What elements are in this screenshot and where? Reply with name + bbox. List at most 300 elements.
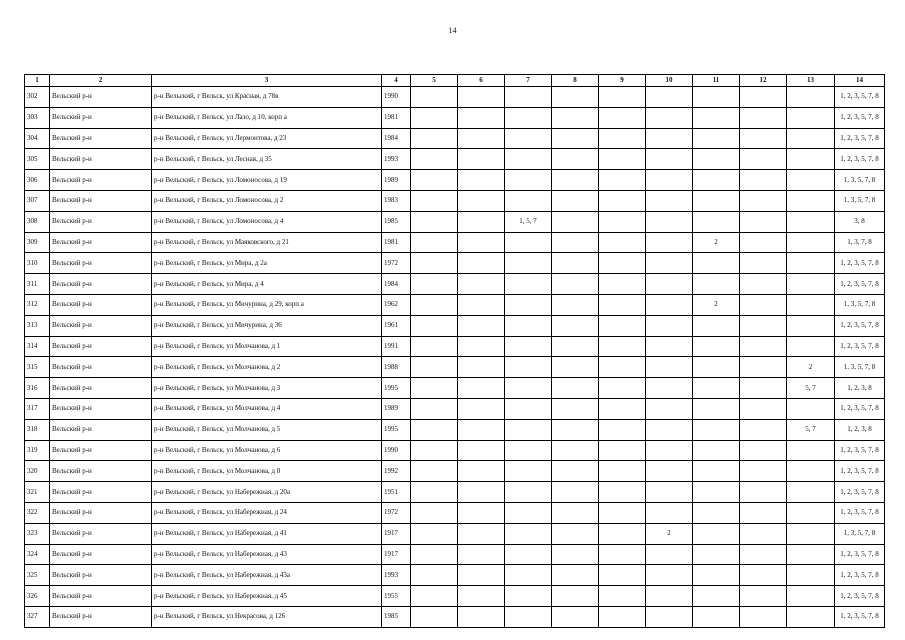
table-row <box>25 378 885 399</box>
table-cell: р-н Вельский, г Вельск, ул Набережная, д 43а <box>152 565 382 586</box>
column-header: 2 <box>50 75 152 87</box>
table-cell <box>787 211 835 232</box>
column-header: 5 <box>411 75 458 87</box>
column-header: 4 <box>382 75 411 87</box>
table-cell <box>552 211 599 232</box>
table-cell <box>740 398 787 419</box>
table-cell <box>693 502 740 523</box>
table-cell: Вельский р-н <box>50 544 152 565</box>
table-cell: 1, 2, 3, 5, 7, 8 <box>835 253 885 274</box>
table-cell: 314 <box>25 336 50 357</box>
table-cell <box>599 419 646 440</box>
table-cell: 306 <box>25 170 50 191</box>
table-cell <box>740 190 787 211</box>
table-cell <box>458 294 505 315</box>
table-cell: 2 <box>646 523 693 544</box>
table-cell: 2 <box>787 357 835 378</box>
table-row <box>25 294 885 315</box>
table-cell <box>646 482 693 503</box>
table-cell: 312 <box>25 294 50 315</box>
table-cell <box>740 440 787 461</box>
table-cell <box>505 482 552 503</box>
table-cell <box>552 274 599 295</box>
table-cell: 321 <box>25 482 50 503</box>
table-cell <box>740 565 787 586</box>
table-cell: 1, 3, 5, 7, 8 <box>835 357 885 378</box>
table-cell <box>505 606 552 627</box>
table-cell <box>787 336 835 357</box>
table-cell <box>740 170 787 191</box>
table-cell: 316 <box>25 378 50 399</box>
table-cell: 320 <box>25 461 50 482</box>
table-cell: Вельский р-н <box>50 398 152 419</box>
table-cell <box>505 419 552 440</box>
table-cell <box>740 87 787 108</box>
table-cell <box>599 149 646 170</box>
table-cell <box>646 87 693 108</box>
table-cell: 1993 <box>382 565 411 586</box>
table-cell <box>740 128 787 149</box>
table-cell: 1995 <box>382 419 411 440</box>
table-cell <box>646 294 693 315</box>
table-cell <box>740 378 787 399</box>
table-cell <box>411 357 458 378</box>
table-row <box>25 149 885 170</box>
table-row <box>25 606 885 627</box>
table-cell <box>552 170 599 191</box>
table-row <box>25 357 885 378</box>
table-row <box>25 87 885 108</box>
table-cell <box>599 170 646 191</box>
table-cell <box>458 482 505 503</box>
table-cell: Вельский р-н <box>50 357 152 378</box>
table-cell <box>693 170 740 191</box>
table-cell <box>505 128 552 149</box>
table-cell <box>693 357 740 378</box>
table-cell <box>740 523 787 544</box>
table-cell: Вельский р-н <box>50 149 152 170</box>
table-cell: Вельский р-н <box>50 315 152 336</box>
table-cell: р-н Вельский, г Вельск, ул Молчанова, д 8 <box>152 461 382 482</box>
table-cell <box>458 128 505 149</box>
table-row <box>25 315 885 336</box>
page-number: 14 <box>448 26 457 35</box>
table-cell: р-н Вельский, г Вельск, ул Лесная, д 35 <box>152 149 382 170</box>
table-cell: Вельский р-н <box>50 523 152 544</box>
table-cell <box>599 107 646 128</box>
table-cell: р-н Вельский, г Вельск, ул Молчанова, д 6 <box>152 440 382 461</box>
table-cell: 1951 <box>382 482 411 503</box>
table-row <box>25 398 885 419</box>
table-cell <box>552 149 599 170</box>
table-cell: 1, 2, 3, 5, 7, 8 <box>835 149 885 170</box>
table-cell <box>693 378 740 399</box>
table-cell: 1983 <box>382 190 411 211</box>
column-header: 7 <box>505 75 552 87</box>
table-cell: р-н Вельский, г Вельск, ул Красная, д 78в <box>152 87 382 108</box>
table-cell: 323 <box>25 523 50 544</box>
table-cell <box>458 336 505 357</box>
table-cell <box>552 232 599 253</box>
table-cell: 2 <box>693 294 740 315</box>
table-cell: 1, 2, 3, 5, 7, 8 <box>835 315 885 336</box>
table-row <box>25 565 885 586</box>
table-cell <box>505 87 552 108</box>
table-cell <box>411 149 458 170</box>
table-cell: Вельский р-н <box>50 294 152 315</box>
table-cell: р-н Вельский, г Вельск, ул Набережная, д 43 <box>152 544 382 565</box>
table-cell <box>787 315 835 336</box>
table-cell <box>411 378 458 399</box>
table-cell <box>552 336 599 357</box>
table-cell <box>693 190 740 211</box>
table-row <box>25 461 885 482</box>
table-row <box>25 419 885 440</box>
table-cell: р-н Вельский, г Вельск, ул Набережная, д 24 <box>152 502 382 523</box>
table-cell: 1961 <box>382 315 411 336</box>
table-cell: 1, 2, 3, 5, 7, 8 <box>835 544 885 565</box>
table-row <box>25 170 885 191</box>
table-cell: Вельский р-н <box>50 440 152 461</box>
table-cell <box>552 606 599 627</box>
table-cell <box>787 565 835 586</box>
table-cell: 1955 <box>382 586 411 607</box>
table-cell <box>693 565 740 586</box>
table-cell: 318 <box>25 419 50 440</box>
housing-register-table <box>24 74 885 628</box>
table-cell: 317 <box>25 398 50 419</box>
table-cell <box>505 107 552 128</box>
table-cell <box>787 190 835 211</box>
table-cell: Вельский р-н <box>50 87 152 108</box>
table-cell: 1, 2, 3, 5, 7, 8 <box>835 502 885 523</box>
table-cell <box>505 336 552 357</box>
table-body <box>25 87 885 628</box>
table-cell <box>411 211 458 232</box>
table-cell: Вельский р-н <box>50 378 152 399</box>
table-cell <box>505 565 552 586</box>
table-cell: Вельский р-н <box>50 419 152 440</box>
table-cell: 1917 <box>382 544 411 565</box>
table-cell <box>740 461 787 482</box>
table-cell: Вельский р-н <box>50 128 152 149</box>
table-cell: Вельский р-н <box>50 170 152 191</box>
table-cell: р-н Вельский, г Вельск, ул Набережная, д 20а <box>152 482 382 503</box>
table-cell <box>693 606 740 627</box>
table-cell <box>646 544 693 565</box>
table-cell <box>411 461 458 482</box>
table-cell <box>740 315 787 336</box>
table-cell <box>552 87 599 108</box>
table-cell: 1, 2, 3, 5, 7, 8 <box>835 128 885 149</box>
table-cell <box>458 523 505 544</box>
table-cell <box>411 294 458 315</box>
table-cell <box>505 253 552 274</box>
table-cell <box>599 586 646 607</box>
table-cell <box>740 544 787 565</box>
table-cell: 327 <box>25 606 50 627</box>
table-cell <box>693 87 740 108</box>
table-cell <box>552 461 599 482</box>
table-cell: 1, 2, 3, 5, 7, 8 <box>835 586 885 607</box>
table-cell <box>693 253 740 274</box>
table-cell: 1, 2, 3, 5, 7, 8 <box>835 274 885 295</box>
table-cell <box>787 128 835 149</box>
table-cell: 1, 2, 3, 5, 7, 8 <box>835 398 885 419</box>
table-cell <box>740 357 787 378</box>
table-cell <box>411 523 458 544</box>
table-cell <box>505 544 552 565</box>
table-cell: 308 <box>25 211 50 232</box>
table-cell <box>505 378 552 399</box>
table-cell <box>552 419 599 440</box>
table-cell: Вельский р-н <box>50 461 152 482</box>
table-cell: р-н Вельский, г Вельск, ул Набережная, д 41 <box>152 523 382 544</box>
table-cell <box>646 253 693 274</box>
table-row <box>25 232 885 253</box>
table-cell: Вельский р-н <box>50 606 152 627</box>
table-cell: 3, 8 <box>835 211 885 232</box>
table-cell <box>505 315 552 336</box>
table-cell <box>552 544 599 565</box>
table-cell <box>411 128 458 149</box>
table-row <box>25 482 885 503</box>
table-cell: р-н Вельский, г Вельск, ул Некрасова, д 126 <box>152 606 382 627</box>
table-cell <box>458 315 505 336</box>
table-cell <box>458 232 505 253</box>
table-cell <box>599 606 646 627</box>
table-cell <box>787 606 835 627</box>
table-cell: 307 <box>25 190 50 211</box>
column-header: 6 <box>458 75 505 87</box>
table-cell <box>787 544 835 565</box>
table-cell <box>458 87 505 108</box>
table-cell <box>693 461 740 482</box>
table-cell <box>411 586 458 607</box>
table-cell <box>458 107 505 128</box>
table-cell: 1, 2, 3, 5, 7, 8 <box>835 482 885 503</box>
table-cell: 1995 <box>382 378 411 399</box>
table-cell <box>552 315 599 336</box>
table-cell <box>646 461 693 482</box>
table-cell <box>787 170 835 191</box>
table-cell <box>458 190 505 211</box>
table-cell <box>411 107 458 128</box>
table-cell: 1, 2, 3, 5, 7, 8 <box>835 565 885 586</box>
table-cell <box>411 502 458 523</box>
table-cell: Вельский р-н <box>50 211 152 232</box>
table-cell <box>693 419 740 440</box>
column-header: 9 <box>599 75 646 87</box>
table-cell <box>646 274 693 295</box>
table-cell <box>646 107 693 128</box>
table-cell <box>599 274 646 295</box>
table-cell: р-н Вельский, г Вельск, ул Лазо, д 10, корп а <box>152 107 382 128</box>
table-cell: 303 <box>25 107 50 128</box>
table-cell <box>411 419 458 440</box>
table-cell <box>411 565 458 586</box>
table-row <box>25 502 885 523</box>
table-cell <box>505 170 552 191</box>
table-cell: 310 <box>25 253 50 274</box>
table-cell <box>599 544 646 565</box>
table-cell: 313 <box>25 315 50 336</box>
table-cell: 1, 3, 5, 7, 8 <box>835 294 885 315</box>
table-cell <box>411 606 458 627</box>
table-cell <box>646 378 693 399</box>
table-row <box>25 336 885 357</box>
table-cell: 1962 <box>382 294 411 315</box>
table-cell: 1, 3, 5, 7, 8 <box>835 190 885 211</box>
table-cell: р-н Вельский, г Вельск, ул Набережная, д 45 <box>152 586 382 607</box>
table-cell: 1, 5, 7 <box>505 211 552 232</box>
table-cell: 1981 <box>382 232 411 253</box>
table-cell <box>787 107 835 128</box>
table-cell <box>458 461 505 482</box>
table-cell <box>599 482 646 503</box>
table-cell <box>411 170 458 191</box>
table-cell: р-н Вельский, г Вельск, ул Ломоносова, д 4 <box>152 211 382 232</box>
table-cell: 326 <box>25 586 50 607</box>
table-cell: Вельский р-н <box>50 502 152 523</box>
column-header: 12 <box>740 75 787 87</box>
table-cell <box>599 294 646 315</box>
table-cell: 1, 2, 3, 5, 7, 8 <box>835 87 885 108</box>
table-cell <box>599 378 646 399</box>
table-cell: 302 <box>25 87 50 108</box>
table-cell: Вельский р-н <box>50 232 152 253</box>
table-cell <box>505 461 552 482</box>
table-cell <box>646 419 693 440</box>
table-cell <box>693 523 740 544</box>
table-cell: 2 <box>693 232 740 253</box>
table-cell: 315 <box>25 357 50 378</box>
table-cell <box>646 606 693 627</box>
table-cell <box>740 211 787 232</box>
table-cell <box>599 440 646 461</box>
table-cell <box>458 586 505 607</box>
table-cell <box>552 586 599 607</box>
column-header: 10 <box>646 75 693 87</box>
table-cell: 1, 3, 5, 7, 8 <box>835 523 885 544</box>
table-cell <box>740 606 787 627</box>
table-header-row <box>25 75 885 87</box>
table-cell <box>552 357 599 378</box>
table-cell: 1991 <box>382 336 411 357</box>
table-cell <box>411 544 458 565</box>
table-cell <box>646 565 693 586</box>
table-cell: 304 <box>25 128 50 149</box>
table-cell <box>646 357 693 378</box>
column-header: 1 <box>25 75 50 87</box>
table-cell <box>599 523 646 544</box>
table-cell <box>458 398 505 419</box>
table-cell <box>599 190 646 211</box>
table-cell <box>646 440 693 461</box>
table-cell: 1985 <box>382 211 411 232</box>
table-row <box>25 211 885 232</box>
table-cell <box>411 190 458 211</box>
table-cell <box>552 482 599 503</box>
table-cell: Вельский р-н <box>50 336 152 357</box>
table-cell <box>646 315 693 336</box>
table-cell: р-н Вельский, г Вельск, ул Молчанова, д 4 <box>152 398 382 419</box>
table-cell <box>646 232 693 253</box>
table-cell: 1985 <box>382 606 411 627</box>
table-cell: Вельский р-н <box>50 107 152 128</box>
table-cell <box>552 294 599 315</box>
table-cell <box>599 253 646 274</box>
table-cell <box>787 274 835 295</box>
table-cell <box>787 398 835 419</box>
table-cell: 1984 <box>382 274 411 295</box>
table-cell <box>693 336 740 357</box>
table-cell <box>693 107 740 128</box>
table-cell <box>787 294 835 315</box>
table-cell <box>646 211 693 232</box>
table-cell <box>787 461 835 482</box>
table-cell <box>599 87 646 108</box>
table-cell <box>411 398 458 419</box>
table-cell <box>693 149 740 170</box>
table-cell: р-н Вельский, г Вельск, ул Молчанова, д 3 <box>152 378 382 399</box>
table-cell <box>693 482 740 503</box>
table-cell <box>552 378 599 399</box>
table-row <box>25 107 885 128</box>
table-cell <box>693 440 740 461</box>
table-cell: р-н Вельский, г Вельск, ул Молчанова, д 5 <box>152 419 382 440</box>
table-cell <box>693 274 740 295</box>
table-cell <box>458 149 505 170</box>
column-header: 11 <box>693 75 740 87</box>
table-cell <box>505 398 552 419</box>
table-cell: 1989 <box>382 170 411 191</box>
table-cell <box>740 149 787 170</box>
table-cell <box>740 294 787 315</box>
table-cell <box>646 128 693 149</box>
table-cell <box>740 274 787 295</box>
table-cell: 325 <box>25 565 50 586</box>
table-cell: р-н Вельский, г Вельск, ул Маяковского, д 21 <box>152 232 382 253</box>
table-cell <box>787 482 835 503</box>
table-cell <box>505 232 552 253</box>
table-cell: Вельский р-н <box>50 482 152 503</box>
table-cell <box>411 315 458 336</box>
table-cell <box>693 128 740 149</box>
table-cell: р-н Вельский, г Вельск, ул Молчанова, д 1 <box>152 336 382 357</box>
table-cell <box>646 190 693 211</box>
table-cell: Вельский р-н <box>50 586 152 607</box>
table-cell: 322 <box>25 502 50 523</box>
table-row <box>25 523 885 544</box>
table-cell: 5, 7 <box>787 378 835 399</box>
table-cell <box>458 544 505 565</box>
table-cell: 1, 3, 5, 7, 8 <box>835 170 885 191</box>
column-header: 13 <box>787 75 835 87</box>
table-cell <box>458 565 505 586</box>
table-cell: 1, 2, 3, 5, 7, 8 <box>835 606 885 627</box>
table-cell <box>740 482 787 503</box>
table-cell <box>458 253 505 274</box>
table-cell: 1972 <box>382 502 411 523</box>
table-cell <box>458 606 505 627</box>
table-cell <box>505 274 552 295</box>
table-cell: Вельский р-н <box>50 274 152 295</box>
table-cell <box>505 149 552 170</box>
table-cell <box>458 502 505 523</box>
table-cell <box>411 482 458 503</box>
table-cell: 305 <box>25 149 50 170</box>
